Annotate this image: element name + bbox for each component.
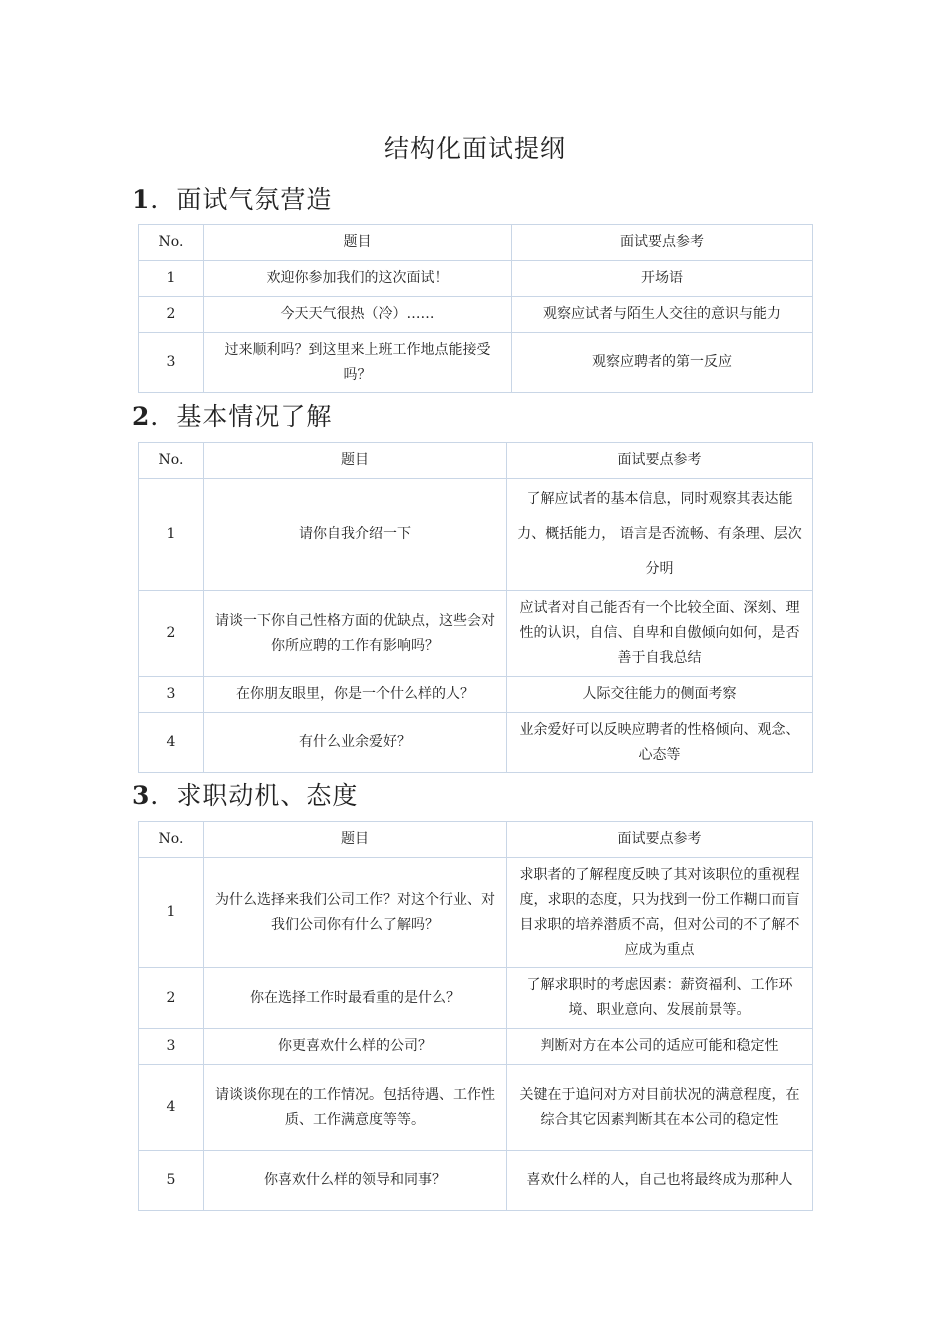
row-reference: 判断对方在本公司的适应可能和稳定性 [507,1029,813,1065]
document-title: 结构化面试提纲 [383,134,566,163]
row-question: 为什么选择来我们公司工作？对这个行业、对我们公司你有什么了解吗？ [204,858,507,968]
table-row [139,479,813,591]
table-header-row [139,225,813,261]
section-heading-1: 1．面试气氛营造 [132,185,333,214]
row-question: 有什么业余爱好？ [204,713,507,773]
header-reference: 面试要点参考 [507,443,813,479]
question-table-1 [138,224,813,393]
header-question: 题目 [204,443,507,479]
row-no: 1 [139,858,204,968]
section-number: 3 [132,781,151,810]
row-no: 1 [139,479,204,591]
row-no: 4 [139,1065,204,1151]
table-header-row [139,822,813,858]
row-reference: 了解应试者的基本信息，同时观察其表达能力、概括能力， 语言是否流畅、有条理、层次分明 [507,479,813,591]
table-row [139,677,813,713]
row-question: 你喜欢什么样的领导和同事？ [204,1151,507,1211]
table-row [139,1065,813,1151]
table-row [139,713,813,773]
header-no: No. [139,225,204,261]
row-no: 2 [139,297,204,333]
row-question: 欢迎你参加我们的这次面试！ [204,261,512,297]
question-table-3 [138,821,813,1211]
table-header-row [139,443,813,479]
table-row [139,968,813,1029]
header-question: 题目 [204,225,512,261]
row-no: 5 [139,1151,204,1211]
header-reference: 面试要点参考 [512,225,813,261]
table-row [139,261,813,297]
row-question: 过来顺利吗？到这里来上班工作地点能接受吗？ [204,333,512,393]
row-reference: 喜欢什么样的人，自己也将最终成为那种人 [507,1151,813,1211]
section-heading-3: 3．求职动机、态度 [132,781,359,810]
table-row [139,591,813,677]
section-name: 面试气氛营造 [176,185,333,214]
section-heading-2: 2．基本情况了解 [132,402,333,431]
section-number: 2 [132,402,151,431]
header-reference: 面试要点参考 [507,822,813,858]
header-question: 题目 [204,822,507,858]
row-reference: 关键在于追问对方对目前状况的满意程度，在综合其它因素判断其在本公司的稳定性 [507,1065,813,1151]
row-no: 2 [139,591,204,677]
header-no: No. [139,822,204,858]
row-reference: 求职者的了解程度反映了其对该职位的重视程度，求职的态度，只为找到一份工作糊口而盲目求职的培养潜质不高，但对公司的不了解不应成为重点 [507,858,813,968]
table-row [139,333,813,393]
question-table-2 [138,442,813,773]
row-reference: 应试者对自己能否有一个比较全面、深刻、理性的认识，自信、自卑和自傲倾向如何，是否善于自我总结 [507,591,813,677]
table-row [139,297,813,333]
row-question: 请谈谈你现在的工作情况。包括待遇、工作性质、工作满意度等等。 [204,1065,507,1151]
row-no: 4 [139,713,204,773]
row-no: 3 [139,333,204,393]
row-no: 3 [139,1029,204,1065]
row-no: 1 [139,261,204,297]
section-number: 1 [132,185,151,214]
section-name: 基本情况了解 [176,402,333,431]
row-reference: 了解求职时的考虑因素：薪资福利、工作环境、职业意向、发展前景等。 [507,968,813,1029]
row-reference: 观察应试者与陌生人交往的意识与能力 [512,297,813,333]
row-question: 请谈一下你自己性格方面的优缺点，这些会对你所应聘的工作有影响吗？ [204,591,507,677]
table-row [139,1151,813,1211]
row-no: 3 [139,677,204,713]
row-no: 2 [139,968,204,1029]
row-question: 今天天气很热（冷）…… [204,297,512,333]
row-reference: 业余爱好可以反映应聘者的性格倾向、观念、心态等 [507,713,813,773]
row-question: 在你朋友眼里，你是一个什么样的人？ [204,677,507,713]
header-no: No. [139,443,204,479]
row-reference: 人际交往能力的侧面考察 [507,677,813,713]
table-row [139,858,813,968]
row-reference: 观察应聘者的第一反应 [512,333,813,393]
row-reference: 开场语 [512,261,813,297]
row-question: 请你自我介绍一下 [204,479,507,591]
row-question: 你更喜欢什么样的公司？ [204,1029,507,1065]
section-name: 求职动机、态度 [176,781,359,810]
table-row [139,1029,813,1065]
row-question: 你在选择工作时最看重的是什么？ [204,968,507,1029]
